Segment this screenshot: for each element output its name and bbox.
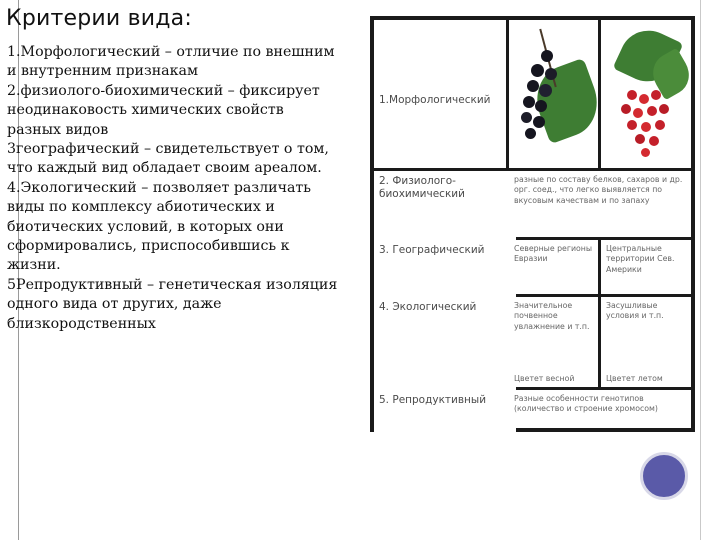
red-berry	[647, 106, 657, 116]
right-border-line	[700, 0, 701, 540]
black-berry	[539, 84, 552, 97]
black-currant-image	[509, 20, 598, 168]
red-berry	[627, 90, 637, 100]
red-berry	[627, 120, 637, 130]
black-berry	[525, 128, 536, 139]
black-berry	[531, 64, 544, 77]
red-berry	[621, 104, 631, 114]
table-row-3-left: Северные регионы Евразии	[509, 240, 598, 294]
slide-title: Критерии вида:	[6, 6, 192, 31]
criteria-table-image	[370, 16, 695, 432]
table-row-4-right-bottom: Цветет летом	[606, 373, 663, 383]
decorative-circle	[640, 452, 688, 500]
table-row-4-right-cell	[601, 297, 691, 387]
red-berry	[655, 120, 665, 130]
table-row-2-criterion: 2. Физиолого-биохимический	[374, 171, 516, 245]
table-row-4-left: Значительное почвенное увлажнение и т.п.	[514, 301, 590, 331]
red-berry	[641, 122, 651, 132]
red-berry	[659, 104, 669, 114]
black-berry	[535, 100, 547, 112]
table-row-5-description: Разные особенности генотипов (количество и строение хромосом)	[509, 390, 691, 428]
criterion-1-text: 1.Морфологический – отличие по внешним и внутренним признакам	[7, 44, 335, 80]
criterion-5-text: 5Репродуктивный – генетическая изоляция одного вида от других, даже близкородственных	[7, 276, 338, 332]
table-row-4-criterion: 4. Экологический	[374, 297, 516, 395]
criterion-3-text: 3географический – свидетельствует о том, что каждый вид обладает своим ареалом.	[7, 141, 329, 177]
red-berry	[649, 136, 659, 146]
table-row-4-left-cell	[509, 297, 598, 387]
black-berry	[533, 116, 545, 128]
table-row-5-criterion: 5. Репродуктивный	[374, 390, 516, 436]
red-berry	[639, 94, 649, 104]
black-berry	[527, 80, 539, 92]
black-berry	[523, 96, 535, 108]
criterion-4-text: 4.Экологический – позволяет различать виды по комплексу абиотических и биотических условий, в которых они сформировались, приспособившись к жизни.	[7, 179, 311, 274]
table-row-1-criterion: 1.Морфологический	[374, 20, 506, 168]
table-row-4-right: Засушливые условия и т.п.	[606, 301, 664, 321]
red-currant-image	[601, 20, 691, 168]
black-berry	[521, 112, 532, 123]
criterion-2-text: 2.физиолого-биохимический – фиксирует неодинаковость химических свойств разных видов	[7, 82, 320, 138]
criteria-list	[7, 43, 342, 334]
table-row-2-description: разные по составу белков, сахаров и др. орг. соед., что легко выявляется по вкусовым качествам и по запаху	[509, 171, 691, 237]
red-berry	[641, 148, 650, 157]
red-berry	[633, 108, 643, 118]
table-row-4-left-bottom: Цветет весной	[514, 373, 575, 383]
table-row-3-right: Центральные территории Сев. Америки	[601, 240, 691, 294]
black-berry	[545, 68, 557, 80]
red-berry	[635, 134, 645, 144]
red-berry	[651, 90, 661, 100]
black-berry	[541, 50, 553, 62]
table-row-3-criterion: 3. Географический	[374, 240, 516, 302]
